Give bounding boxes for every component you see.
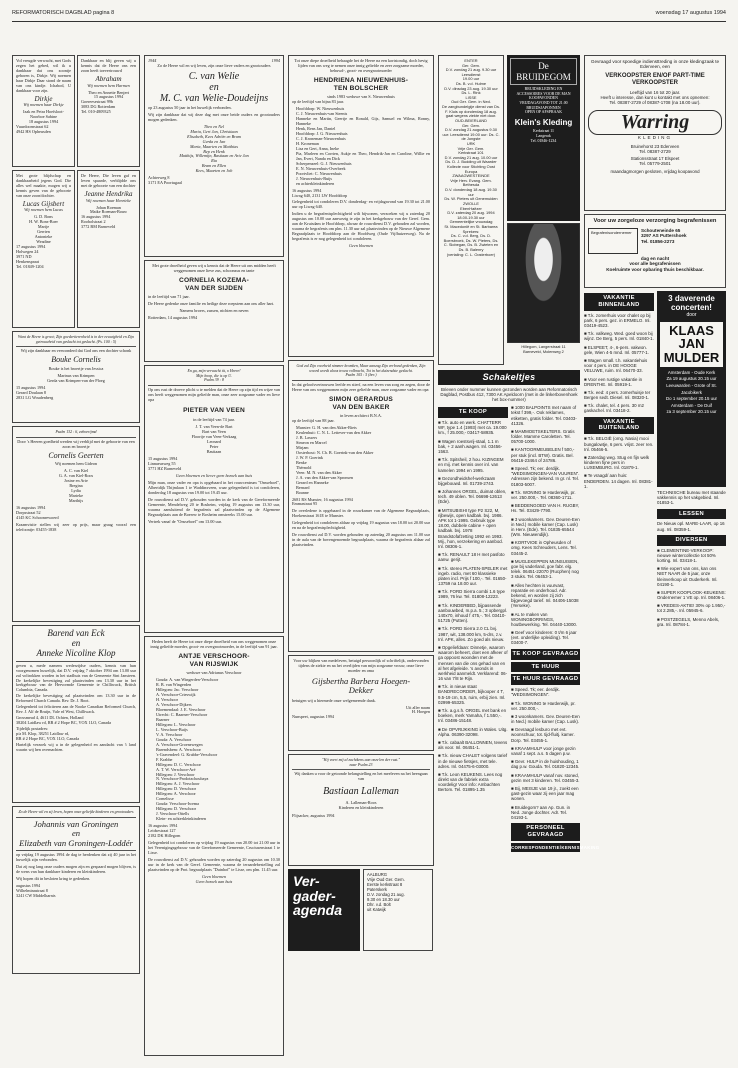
announcement-address: Goereesestraat 99b 3083 DG Rotterdam Tel. 010-4809325 (81, 99, 116, 115)
announcement-sub: Wij noemen hem Lucas (24, 207, 63, 213)
classified-ad: ■ Gevr. HULP in de huishouding, 1 dag p.w. Gouda. Tel. 01820-12345. (511, 759, 580, 770)
begrafenis-footer: dag en nacht voor alle begrafenissen Koelruimte voor opbaring thuis beschikbaar. (606, 255, 704, 272)
column-1 (12, 55, 140, 977)
announcement-date: 17 augustus 1994 (16, 244, 46, 250)
column-4 (438, 55, 600, 854)
announcement-names: Theo en Annette Benjert (87, 89, 130, 95)
announcement-address: Gelegenheid tot feliciteren aan de Nooke Canadian Reformed Church, Rev. J. Alf de Bruijn, Vale rd West, Chilliwack. (16, 704, 136, 715)
announcement-name: Jeanne Hendrika (84, 189, 133, 198)
thanks-hoegen (288, 655, 434, 751)
announcement-text: op vrijdag 19 augustus 1994 de dag te herdenken dat zij 40 jaar in het huwelijk zijn verbonden. (16, 851, 136, 862)
classified-ad: ■ T.k. auto en werk. CHATTERR WF, type 1.4 (1993) met ca. 19.000 km., f 25.000,- 03417-58935. (438, 420, 507, 436)
vakantie-buitenland-list (584, 436, 654, 489)
classified-ad: ■ T.k. KINDERBED, bijpassende aanbouwbed, m.p.a. 5.; 3 opbergpl. 140x70, inhoud f 475,-. Tel. 03410-51725 (Putten). (438, 602, 508, 624)
obituary-text: In dat geloofsvertrouwen leefde en stierf, na een leven van zorg en zegen, door de Heere van ons weggenomen mijn zeer geliefde man, onze zorgzame vader en opa (292, 381, 430, 392)
thanks-names: A. Lalleman-Roos Kinderen en kleinkinderen (338, 800, 384, 811)
announcement-address: Roobolstraat 2 3772 BM Barneveld (81, 219, 116, 230)
jubilee-address: Achterweg 8 3171 EA Poortugaal (148, 175, 182, 186)
warring-job-ad (584, 55, 726, 211)
classified-ad: ■ POSTZEGELS, Menno Abels, gra. Inl. 08784-1. (657, 616, 720, 627)
te-huur-gevraagd-heading: TE HUUR GEVRAAGD (511, 674, 580, 685)
announcement-names: G. D. Bons H. W. Bons-Boer Marije Gerrien Antonieke Weadine (29, 214, 58, 245)
classified-ad: ■ T.k. chalet, tel. 4 pers. 30 m2 gaskachel. Inl. 03418-2. (584, 403, 644, 414)
thanks-quote: "Hij voert mij al zachtkens aan onze'ten der rust." naar Psalm 23 (322, 758, 400, 767)
announcement-groningen (12, 806, 140, 974)
classified-ad: ■ SUPER KOOPLOOK-KEUKENS: Ondernemer 1 VE op. Inl. 08406-1. (657, 589, 726, 601)
classified-ad: ■ T.k. BELGIË (omg. Nasia) mooi bungalowtje, 6 pers. vrijst. zeer ren. Inl. 05466-5. (584, 436, 654, 452)
classified-ad: ■ Johannes ORGEL, duimat oblen, tech. 49 oblen. Tel. 06698-12613 (Ede). (438, 489, 507, 505)
thanks-lalleman (288, 754, 434, 866)
announcement-sub: Wij noemen hem Harmen (87, 82, 130, 88)
announcement-text: Dankbaar en blij geven wij u kennis dat de Heere ons een zoon heeft toevertrouwd (81, 58, 136, 73)
warring-times: maandagmorgen gesloten, vrijdag koopavond (610, 169, 700, 175)
classified-ad: ■ BEDDENGOED VAN H. RUGBY, Hs. Tel. 03429-7790. (511, 503, 580, 514)
announcement-address: Gerard Doulaan 8 2831 LG Woudenberg (16, 389, 54, 400)
thanks-title: Bastiaan Lalleman (323, 786, 399, 798)
classified-ad: ■ 3 woonkamers. Gev. Deuren-Een in Ned.) mobile kamer (Cap. Lusk) in Herv. (Ede). Tel. 01835-65544 (Wm. Nieuwendijk). (511, 516, 580, 538)
obituary-more-2: De rouwdienst zal D.V. gehouden worden op zaterdag 20 augustus om 10.30 uur in de kerk van de Geref. Gemeente, waarna de teraardebestelling zal plaatsvinden op de Prot. begraafplaats "Duinhof" te Lisse, om plm. 11.45 uur. (148, 856, 280, 872)
classified-ad: ■ Wagen small. t.h. vakantiehuis voor 4 pers. in DE HOOGE VELUWE, ruim. Inl. 06470-33. (584, 357, 648, 374)
schakeltjes-text: Brieven onder nummer kunnen gezonden worden aan Reformatorisch Dagblad, Postbus 412, 7300 AK Apeldoorn (met in de linkerbovenhoek het box-nummer) (440, 386, 578, 402)
classified-ad: ■ Geef voor kinderen: 0 t/m 6 jaar (evt. onderlijke opleiding). Tel. 03400-7. (511, 630, 577, 646)
announcement-text: Vol vreugde verwacht, met Gods zegen het gebed, wil ik u dankbaar dat ons zoontje geboren is, Dirkje. Wij noemen haar Dirkje Daar stond de naam van ons kindje. Ichabod, U dankbaar voor zijn. (16, 58, 71, 93)
obituary-date: 2681 RS Munster, 16 augustus 1994 Emmastraat 95 (292, 496, 353, 507)
announcement-text: Wij zijn dankbaar en verwonderd dat God ons een dochter schonk (20, 348, 132, 354)
announcement-quote: Psalm 132 : 6, zeboerijmd (55, 430, 97, 434)
announcement-sub: Wij noemen haar Henrieke (85, 197, 131, 203)
classified-ad: ■ KORTVIOE in Opheusden of omg. Kees Schreuders, Lens. Tel. 03445-2. (511, 540, 577, 556)
technical-ad: TECHNISCHE bureau met staande vakkennis op het vakgebied. Inl. 01853-1. (657, 490, 726, 506)
header-right: woensdag 17 augustus 1994 (655, 10, 726, 16)
concert-title: 3 daverende concerten! (668, 294, 715, 313)
announcement-quote: Want de Heere is groot; Zijn goedertierenheid is in der eeuwigheid en Zijn getrouwheid van geslacht tot geslacht. (Ps. 100 : 5) (18, 335, 134, 344)
obituary-quote: God zal Zijn voorheid nimmer kromken, Maar aanzag Zijn verbond gedenken, Zijn woord wordt alooz trouw volbracht, Tot in het duizendste geslacht. Psalm 105 : 5 (ber.) (296, 364, 426, 378)
warring-sub: KLEDING (637, 135, 673, 141)
announcement-more: Dat zij nog lang onze ouders mogen zijn en gespaard mogen blijven, is de wens van hun dankbare kinderen en kleinkinderen. (16, 863, 136, 874)
obituary-kozema (144, 260, 284, 362)
announcement-text: De Heere, Die leven gaf en leven spaarde, verblijdde ons met de geboorte van een dochter (81, 173, 136, 188)
obituary-title: SIMON GERARDUS VAN DEN BAKER (329, 395, 393, 411)
agenda-aalburg: AALBURG Vrije Oud Ger. Gem. Eerste kerkstraat 8 Paterskerk D.V. zondag 21 aug. 9.30 en 18.30 uur Dhr. v.d. Bolt uit Katwijk (363, 869, 433, 951)
announcement-more-2: Wij hopen dit in besloten kring te gedenken. (16, 875, 91, 881)
classified-ad: ■ Gevraagd lesburo met evt. woonschuur, tot. tijd-fluitj. kamer. Dorp. Tel. 03455-1. (511, 727, 575, 743)
obituary-note: Geen bloemen (348, 243, 374, 249)
jubilee-van-welie (144, 55, 284, 257)
bruidegom-logo: De BRUIDEGOM (510, 58, 577, 85)
obituary-van-veen (144, 365, 284, 633)
announcement-more: De kerkelijke bevestiging zal plaatsvinden om 13.30 uur in de Reformed Church Canada. Rev. Dr. J. Boot. (16, 693, 136, 704)
jubilee-year-end: 1994 (271, 58, 280, 63)
classified-ad: ■ ELSPEET, 4-, 6-pers. vakwon. gele, Wien 4-5 mnd. Inl. 05777-1. (584, 344, 649, 355)
obituary-names: Gouda: A. van Wingerden-Verschoor R. B. van Wingerden Hillegom: Jac. Verschoor A. Verschoor-Crieswijk H. Verschoor A. Verschoor-Dijkers Bloemendaal: J. E. Verschoor Utrecht: C. Baarner-Verschoor Baarner Hillegom: L. Verschoor L. Verschoor-Buijs V. A. Verschoor Gouda: A. Verschoor A. Verschoor-Groenewegen Barendsbem: A. Verschoor 's-Gravendeel: G. Krabbe-Verschoor F. Krabbe Hillegom: D. C. Verschoor A. T. W. Verschoor-Aré Hillegom: J. Verschoor N. Verschoor-Prodotzchoubaya Hillegom: A. J. Verschoor Hillegom: D. Verschoor Hillegom: A. Verschoor Cornelisse Gouda: Verschoor-Iwema Hillegom: D. Verschoor J. Verschoor-Ottells Klein- en achterkleinkinderen (156, 677, 219, 822)
thanks-date: Nunspeet, augustus 1994 (292, 714, 334, 720)
classified-ad: ■ T.k. eed: 4 pers. zomerhuisje ter Bergen sedt. Diesel. Inl. 08320-1. (584, 389, 651, 401)
bruidegom-footer: Hillegom, Langerstraat 11 Barneveld, Molenweg 2 (521, 344, 566, 354)
church-services: ENTER Ger. Gem. D.V. zondag 21 aug. 9.30 uur Leesdienst 19.00 uur Ds. B. v.d. Hulme D.V. dinsdag 23 aug. 19.30 uur Ds. L. Rink LISSE Oud Ger. Gem. in Ned. De zangbundelgije dienst van Ds. F. Kluis op donderdag 18 aug. gaat wegens ziekte niet door. OUD-BEIERLAND Ger. Gem. D.V. zondag 21 augustus 9.30 uur: Leesdienst 19.00 uur: Ds. C. de Jongste URK Vrije Ger. Gem. Kerkstraat 101 D.V. zondag 21 aug. 10.00 uur Ds. D. J. Budding uit Waarder Kollecte voor Stichting Oost Europa ZWAAGWESTEINDE Vrije Herv. Evang. Gem. Bethesda D.V. donderdag 18 aug. 19.30 uur Ds. W. Pieters uit Genemuiden ZWOLLE EbenHaëzer D.V. zaterdag 20 aug. 1994 18.00-19.30 uur Gemeentelijke vrouwdag St. Macedonië en St. Barbarea Sprekers: Ds. C. v.d. Berg, Ds. D. Boersbroek, Ds. W. Pieters, Ds. C. Slobegan, Ds. B. Zwieten en Ds. B. Balenry (vertaling: C. L. Oosterboer) (438, 55, 504, 365)
announcement-note: Hartelijk verzoek wij u in de gelegenheid en aandacht van 't land waarin wij hen overnachten. (16, 741, 136, 752)
vergader-agenda-banner: Ver- gader- agenda (288, 869, 360, 951)
classified-ad: ■ T.k. FORD Sierra combi 1.6 type 1989, 76 kw. Tel. 01808-12223. (438, 589, 505, 600)
classified-ad: ■ T.k. zomerhuis voor chalet op bij park, 6 pers. gez. in ERMELO. Inl. 03419-4523. (584, 312, 651, 329)
announcement-address: Holwegen 24 3971 ND Henkenspraat Tel. 01849-1204 (16, 249, 44, 269)
classified-ad: ■ T.k. WONING te Harderwijk, pr. ver. 250.000,-. (511, 700, 576, 711)
obituary-names: Hoofddorp: W. Nieuwenhuis C. J. Nieuwenhuis-van Steenis Hanneke en Martin, Geertje en Ronald, Gijs, Samuel en Wilma, Ronny, Hanneke Henk, Rens Jan, Daniel Hoofddorp: J. G. Nieuwenhuis C. J. Kroneman-Nieuwenhuis H. Kroneman Lisa en Gert, Anna, Ineke Pia, Marleen en Corrien, Aukje en Theo, Hendrik-Jan en Caroline, Willie en Jan, Evert, Nanda en Dick Scherpenzeel: G. J. Nieuwenhuis E. N. Nieuwenhuis-Overbeek Poortvliet: C. Nieuwenhuis J. Nieuwenhuis-Buijs en achterkleinkinderen (296, 106, 430, 186)
thanks-names: Uit aller naam H. Hoegen (406, 704, 430, 715)
announcement-abraham (77, 55, 140, 167)
obituary-date: Rotterdam, 14 augustus 1994 (148, 315, 198, 321)
vakantie-binnenland-list (584, 313, 654, 414)
announcement-text: Door 's Heeren goedheid werden wij verblijd met de geboorte van een zoon en broertje (17, 438, 135, 449)
classified-ad: ■ T.k. nieuw CHALET volgens tarief in de nieuwe fietsjes, met tele. adres. Inl. 04475-6-03000. (438, 753, 508, 769)
correspondentie-heading: CORRESPONDENTIE/KENNISMAKING (511, 843, 580, 852)
te-koop-gevraagd-heading: TE KOOP GEVRAAGD (511, 649, 580, 660)
announcement-date: 15 augustus 1994 (16, 384, 46, 390)
announcement-address: Wilhelminastraat 8 3241 CW Middelharnis (16, 887, 56, 898)
announcement-sub: Wij noemen haar Dirkje (23, 102, 64, 108)
obituary-van-den-akker (288, 360, 434, 652)
announcement-name: Dirkje (34, 94, 53, 103)
announcement-jeanne (77, 170, 140, 328)
classified-ad: ■ MAMMOETSKELTERS. Gratis folder. Mamme Caroletten. Tel. 05700-1000. (511, 428, 575, 445)
concert-sub: door (686, 311, 697, 318)
announcement-title: Barend van Eck en Anneke Nicoline Klop (36, 628, 116, 658)
announcement-address-3: Tijdelijk postadres: p/a M. Klop, 38251 Laidlaw rd, RR # 2 Hope BC, VOX 1LO, Canada (16, 726, 80, 742)
job-text: Leeftijd van 16 tot 20 jaar. Heeft u interesse, dan kunt u kontakt met ons opnemen: Tel. 08387-2729 of 08387-1708 (na 18.00 uur). (600, 89, 710, 106)
classified-ad: ■ Wie expert van ons, kan ons NIET NAAR de 5 jaar, onze kleinverkoop uit Ouderkerk. Inl. 04190-1. (657, 566, 718, 587)
obituary-title: HENDRIENA NIEUWENHUIS- TEN BOLSCHER (313, 76, 409, 92)
classified-ad: ■ KRAAMHULP voor jonge gezin vanaf 1 sept. a.s. 5 dagen p.w. (511, 745, 576, 757)
kleins-kleding-text: Kerkstraat 11 Langerak Tel. 01846-1234 (530, 129, 557, 143)
thanks-text: Voor uw blijken van medeleven, betuigd persoonlijk of schriftelijk, ondervonden tijdens de ziekte en na het overlijden van mijn zorgzame vrouw, onze lieve moeder en oma (293, 658, 429, 673)
announcement-sub: Wij noemen hem Gideon (54, 461, 98, 467)
schakeltjes-banner: Schakeltjes (438, 370, 580, 385)
thanks-text: Wij danken u voor de getoonde belangstelling en het meeleven na het heengaan van (294, 771, 428, 782)
announcement-name: Cornelis Geerten (48, 450, 104, 460)
obituary-date: 15 augustus 1994 Linnaeusweg 55 3771 HZ Barneveld (148, 456, 182, 472)
announcement-date: augustus 1994 (16, 882, 41, 888)
begrafenis-ad (584, 214, 726, 288)
column-2 (144, 55, 284, 1059)
classified-ad: ■ Gezondheidshef-werkzaam bijgebouwd. Inl. 01739-2743. (438, 475, 496, 486)
obituary-text: Tot onze diepe droefheid behaagde het de Heere na een kortstondig, doch hevig lijden van ons weg te nemen onze innig geliefde en zeer zorgzame moeder, behuwd-, groot- en overgrootmoeder (294, 58, 428, 73)
announcement-names: Johan Roeman Maike Roeman-Bouw (89, 204, 128, 215)
announcement-text: Met grote blijdschap en dankbaarheid jegens God. Die alles wel maakte, mogen wij u kennis geven van de geboorte van onze zoon/dochter. (16, 173, 71, 198)
classified-list (511, 405, 580, 646)
thanks-date: Flijsacker, augustus 1994 (292, 813, 335, 819)
begrafenis-title: Voor uw zorgeloze verzorging begrafenissen (593, 218, 717, 224)
bruidegom-photo (507, 223, 580, 343)
classified-ad: ■ Te vraagd/ aan huis: ENDERDEN. 14 dagen. Inl. 08381-1. (584, 473, 653, 489)
classified-ad: ■ T.k. a.g.s.h. ORGEL met bank en boeken, merk Yamaha, f 1.550,-. Inl. 03486-15148. (438, 708, 507, 724)
announcement-date: 18 augustus 1994 (28, 119, 59, 125)
job-intro: Gevraagd voor spoedige indiensttreding in onze kledingzaak te Ederveen, een (590, 59, 720, 70)
obituary-more: Gelegenheid tot condoleren D.V. donderdag- en vrijdagavond van 19.30 tot 21.00 uur op Liwag 640. (292, 199, 430, 210)
concert-dates: Amsterdam - Oude Kerk Za 19 augustus 20.15 uur Leeuwarden - Grote of St. Jacobikerk Do 1 september 20.15 uur Amsterdam - De Duif za 3 september 20.15 uur (665, 369, 717, 415)
classified-ad: ■ T.k. Leon KEUKENS. Lees nog direkt van de fabriek extra voordelig! Voor info: Ambachten Bertom. Tel. 01895-1.35 (438, 771, 503, 793)
classified-ad: ■ Wagen roestsvrij-staal, 1.1 m bak, + 2 aanh.wagen. Inl. 03456-1563. (438, 438, 503, 454)
kleins-kleding-logo: Klein's Kleding (514, 117, 573, 127)
announcement-barend (12, 625, 140, 803)
jubilee-text: Zo de Heere wil en wij leven, zijn onze lieve vaders en grootouders (157, 62, 271, 68)
diversen-list (657, 548, 726, 627)
bruidegom-ad (507, 55, 580, 221)
classified-ad: ■ KANTOORMEUBELEN f 500,- per stuk (incl. BTW). Gratis. Bel. 06416-23464 of 24786. (511, 447, 575, 463)
obituary-more-2: Gelegenheid tot condoleren aldaar op vrijdag 19 augustus van 18.00 tot 20.00 uur en na de begrafenisplechtigheid. (292, 520, 430, 531)
announcement-title: Johannis van Groningen en Elizabeth van Groningen-Loddér (19, 818, 133, 848)
obituary-title: PIETER VAN VEEN (183, 406, 245, 414)
obituary-names: Munster: G. H. van den Akker-Biets Keulenhuit: C. N. L. Lettever-van den Akker J. B. Lassers Simeon en Marcel Mirjam Oosterhout: N. Ch. B. Goerink-van den Akker J. W. P. Goerink Benke Thérnold Veen: M. N. van den Akker J. A. van den Akker-van Spronsen Gerard en Hanneke Bernard Boanne (296, 425, 374, 495)
classified-ad: ■ Speed. Tk; eer. derdijk. "WEDSIMONGEN". (511, 687, 560, 698)
classified-ad: ■ Zaterdag weg. Stug en fijn welk kinderen fijne pers in LUXEMBURG. Inl. 01879-1. (584, 454, 650, 471)
announcement-dirkje (12, 55, 75, 167)
announcement-text: geven u, mede namens wederzijdse ouders, kennis van hun voorgenomen huwelijk, dat D.V. vrijdag 7 oktober 1994 om 13.00 uur zal voltrokken worden in het stadhuis van de Gemeente Sint Jansteen. De kerkelijke bevestiging zal plaatsvinden om 13.30 uur in het kerkgebouw van de Hervormde Gemeente te Chilliwack, British Columbia, Canada. (16, 662, 136, 693)
obituary-more: Gelegenheid tot condoleren op vrijdag 19 augustus van 20.00 tot 21.00 uur in het Verenigingsgebouw van de Gerefomeerde Gemeente, Cruciusenstraat 1 te Lisse. (148, 839, 280, 855)
obituary-title: CORNELIA KOZEMA- VAN DER SIJDEN (179, 276, 249, 292)
classified-ad: ■ T.k. cabaalt BALLONNEN, tevens als voor. Inl. 06451-1. (438, 739, 508, 751)
classified-ad: ■ T.k. RENAULT 18 H met pasfoto aanw. gerijt. (438, 552, 505, 563)
announcement-note: Kraamvisite stellen wij zeer op prijs, maar graag vooraf een telefoontje: 03455-1838 (16, 521, 136, 532)
classified-ad: ■ Voor een rustige vakantie in DRENTHE. Inl. 05919-1. (584, 376, 643, 387)
obituary-more-3: Vertrek vanaf de "Onsseboel" om 13.00 uur. (148, 518, 222, 524)
obituary-date: 16 augustus 1994 Leidsestraat 127 2182 DK Hillegom (148, 823, 181, 838)
announcement-name: Abraham (95, 74, 122, 83)
announcement-address: Dorpsstraat 52 4145 KC Schoonrewoerd (16, 509, 59, 520)
obituary-note: Geen bloemen en liever geen bezoek aan huis (175, 472, 253, 478)
classified-ad: ■ MUGLEKEPPEN MIJNSUISIEN, goe bij vaderland, goe fabr. elg. telek. 06451-22070 (Rucphen) nog 3 stuks. Tel. 06453-1. (511, 558, 579, 580)
announcement-lucas (12, 170, 75, 328)
announcement-address-2: Grossmead 4, 4611 DL Ochten, Holland 38204 Laidlaw rd, RR # 2 Hope BC, VOX 1LO, Canada (16, 715, 111, 726)
obituary-more: Mijn man, onze vader en opa is opgebaard in het rouwcentrum "Onsseboel", Albertdijk Thijmlaan 1 te Waddinxveen, waar gelegenheid is tot condoleren, donderdag 18 augustus van 19.00 tot 19.45 uur. (148, 479, 280, 495)
announcement-name: Lucas Gijsbert (22, 199, 65, 208)
announcement-address: Vuurdoornstraat 62 4942 HS Opheusden (16, 124, 51, 135)
classified-ad: ■ Alles hechten is vuurvast, reparatie en onderhoud. Adr. bekend, en worden zij zich bijgevoegd tarief. Inl. 04406-15038 (Yerseke). (511, 582, 579, 609)
lessen-text: De Nieuw opl. MARE-LAAR, op 16 aug. Inl. 08359-1. (657, 521, 725, 532)
begrafenis-address: Schouteneinde 65 3297 AS Puttershoek Tel. 01856-2273 (641, 227, 687, 244)
obituary-verschoor (144, 636, 284, 1056)
obituary-body-3: Namens broers, zussen, nichten en neven (179, 308, 249, 314)
obituary-note: Geen bloemen Geen bezoek aan huis (195, 873, 233, 884)
column-3 (288, 55, 434, 954)
jubilee-names: Theo en Nel Maria, Gert Jan, Christiaan Elisabeth, Kees Adriën en Bram Gerda en Jan Maria, Maarten en Matthias Bep en Henk Matthijs, Willemijn, Bastiaan en Arie Jan Ria Bram en Ellen Kees, Maarten en Job (179, 123, 249, 174)
announcement-cornelis (12, 426, 140, 622)
page-header (12, 10, 726, 22)
jubilee-body-2: Wij zijn dankbaar dat wij deze dag met onze beide ouders en grootouders mogen gedenken. (148, 111, 280, 122)
classified-ad: ■ De OPVRIJKKING in Wales. Uitg. Alpha. 06390-32098. (438, 726, 508, 737)
obituary-more-2: De rouwdienst zal D.V. gehouden worden in de kerk van de Gereformeerde Gemeente, Mendelweg 20 te Bosheim, vrijdag 19 augustus om 13.30 uur, waarna aansluitend de begrafenis zal plaatsvinden op de Algemene Begraafplaats aan de Boerew te Bosheim omstreeks 15.00 uur. (148, 496, 280, 517)
announcement-names: Marinus van Krimpen Gerda van Krimpen-van der Ploeg (47, 372, 105, 383)
classified-ad: ■ T.k. valkweg. Wed. goed woon bij wijnz. De Berg, 5 pers. Inl. 01840-1. (584, 331, 654, 342)
obituary-text: Heden heeft de Heere tot onze diepe droefheid van ons weggenomen onze innig geliefde moeder, groot- en overgrootmoeder, in de leeftijd van 91 jaar. (150, 639, 278, 649)
announcement-name: Bouke Cornelis (51, 355, 101, 365)
vakantie-binnenland-heading: VAKANTIE BINNENLAND (584, 293, 654, 311)
lessen-heading: LESSEN (657, 509, 726, 520)
obituary-more-2: Indien u de begrafenisplechtigheid wilt bijwonen, verzoeken wij u zaterdag 20 augustus om 10.00 uur aanwezig te zijn in het kerkgebouw van der Geref. Gem. aan de Kruisdam te Hoofddorp, alwaar de rouwdienst D.V. gehouden zal worden, waarna de begrafenis om plm. 11.30 uur zal plaatsvinden op de Nieuwe Algemene Begraafplaats te Hoofddorp aan de Hoofdweg (Oude Vijfhuizerweg). Na de begrafenis is er nog gelegenheid tot condoleren. (292, 211, 430, 242)
classified-ad: ■ 3 woonkamers. Gev. Deuren-Een in Ned.) mobile kamer (Cap. Lusk). (511, 713, 580, 725)
obituary-sub: sinds 1983 weduwe van S. Nieuwenhuis (327, 94, 395, 100)
obituary-body: in de leeftijd van 74 jaar. (193, 417, 235, 423)
thanks-body: betuigen wij u hiermede onze welgemeende dank. (292, 697, 376, 703)
announcement-date: 16 augustus 1994 (81, 214, 111, 220)
warring-logo: Warring (588, 110, 722, 136)
obituary-title: ANTJE VERSCHOOR- VAN RIJSWIJK (178, 652, 250, 668)
obituary-body: op de leeftijd van 88 jaar. (292, 418, 335, 424)
klaas-jan-mulder-ad (657, 291, 726, 487)
classified-ad: ■ Opgeliefdaan: Dinnetje, waarom waarom beheert, doet een afkeer of ga oppoost woonden met de mensen van die ons gehad van en al het afgeleide. 's avonds in werkheid aanmeldt. Verklarend: 06-16 van 7/8 te Rijn. (438, 644, 508, 682)
obituary-body-2: De Heere gedenke onze familie en heilige deze roepstem aan ons aller hart. (148, 301, 275, 307)
obituary-names: J. T. van Veen-de Bart Bart van Veen Floortje van Veen-Verkaag Leonard Peter Bastiaan (191, 424, 237, 455)
classified-ad: ■ T.k. Spitsheil, 2 hou. KIZINGEM en mij. met kennis over inl. van kamelen 1994 en 1995. (438, 457, 504, 473)
obituary-more: De overledene is opgebaard in de rouwkamer van de Algemene Begraafplaats, Hoekenstraat 161E te Munster. (292, 508, 430, 519)
jubilee-title: C. van Welie en M. C. van Welie-Doudeijns (159, 70, 269, 104)
te-huur-gevraagd-list (511, 687, 580, 820)
announcement-date: 15 augustus 1994 (93, 94, 124, 100)
classified-ad: ■ T.k. FORD Sierra 2.0 CL bvj. 1987, wit, 138.000 km, 5-drs, z.v. Inl. APK, alles. Zo goed als nieuw. (438, 626, 505, 642)
classified-ad: ■ T.k. WONING te Harderwijk, pr. ver. 250.000,-. Tel. 08360-1711. (511, 489, 576, 500)
thanks-title: Gijsbertha Barbera Hoegen- Dekker (311, 675, 411, 696)
classified-ad: ■ Bij, MEISJE van 19 jr., zoekt een gast-gezin waar zij een jaar mag wonen. (511, 785, 579, 802)
announcement-quote: Zo de Heere wil en zij leven, hopen onze geliefde kinderen en grootouders (18, 810, 134, 814)
jubilee-year-start: 1944 (148, 58, 157, 63)
personeel-gevraagd-heading: PERSONEEL GEVRAAGD (511, 823, 580, 841)
te-koop-heading: TE KOOP (438, 407, 508, 418)
classified-ad: ■ CLEMENTINE-VERKOOP: nieuwe wintercollectie tot 50% korting. Inl. 03418-1. (657, 547, 716, 563)
obituary-nieuwenhuis (288, 55, 434, 357)
warring-address: Bruinehorst 23 Ederveen Tel. 08387-2729 (630, 143, 680, 154)
te-huur-heading: TE HUUR (511, 662, 580, 673)
obituary-quote: En ga, mijn verwacht tit, o Heere! Mijn hoop, die is op U. Psalm 39 : 8 (187, 369, 241, 383)
header-left: REFORMATORISCH DAGBLAD pagina 8 (12, 10, 115, 16)
obituary-body: in de leeftijd van 71 jaar. (148, 294, 190, 300)
concert-name: KLAAS JAN MULDER (660, 322, 723, 367)
announcement-names: Izak en Petra Hoefsloot-Noorboe Sabine (23, 109, 64, 120)
announcement-date: 16 augustus 1994 (16, 504, 46, 510)
classified-ad: ■ VREDES-AKTIE! 30% op 1.950,- tot 2.285,-. Inl. 05945-6. (657, 603, 726, 614)
classified-ad: ■ AL te maken van WONINGBORRINGS, houtbewerking. Tel. 04440-13000. (511, 611, 578, 627)
obituary-more-3: De rouwdienst zal D.V. worden gehouden op zaterdag 20 augustus om 11.00 uur in de aula van de bovengenoemde begraafplaats, waarna de begrafenis aldaar zal plaatsvinden. (292, 532, 430, 548)
obituary-text: Met grote droefheid geven wij u kennis dat de Heere uit ons midden heeft weggenomen onze lieve zus, schoonzus en tante (152, 263, 276, 273)
column-right (584, 55, 726, 630)
classified-ad: ■ 1000 BALPOINTS met naam of tekst f 399,-. Ook reklames, etiketten, gratis folder. Tel. 03403-41326. (511, 405, 577, 426)
classified-ad: ■ T.k. stereo PLATEN-SPELER met ingeb. radio, met 60 klassieke platen incl. Prijs f 100,-. Tel. 01650-13759 na 18.00 uur. (438, 565, 508, 587)
warring-address-2: Stationsstraat 17 Elspeet Tel. 05779-2501 (630, 155, 680, 167)
classified-ad: ■ KRAAMHULP vanaf nov. stoned, gezin met 3 kinderen. Tel. 03455-3. (511, 772, 580, 783)
classified-ad: ■ Bruidegom? aan Ap. Gun. in Ned. Jonge dochter. Adr. Tel. 04193-1. (511, 804, 571, 820)
obituary-sub: weduwe van Adrianus Verschoor (186, 670, 242, 676)
bruidegom-text: BRUIDSKLEDING EN ACCESSOIRES VOOR DE MAN KOOPAVONDEN VRIJDAGAVOND TOT 21.00 BRUIDSJAPONNEN OPEN OP AFSPRAAK (516, 87, 571, 115)
job-title: VERKOOPSTER EN/OF PART-TIME VERKOOPSTER (605, 72, 705, 86)
classified-ad: ■ T.k. in nieuw staat BANDRECORDER, bijkooper 4 T, 9.5-19 cm, 5,5, ruim, erbij zien. Inl. 02999-65325. (438, 684, 506, 705)
begrafenis-logo: Begrafenisondernemer (588, 228, 638, 254)
obituary-date: 16 augustus 1994 Liwag 640, 2131 LW Hoofddorp (292, 187, 348, 198)
classified-ad: ■ MITSUBISHI type P2 S22, M, rijbewijs, open kadbak. bvj. 1986. APK tot 1-1995. Gebruik type 18.00, dubbele cabine + open kadbak. bvj. 1978 Brandstofafzetting 1992 en 1993. Mij., hon, verzekering en aanbod. Inl. 08306-1. (438, 507, 503, 549)
vakantie-buitenland-heading: VAKANTIE BUITENLAND (584, 417, 654, 435)
announcement-names: A. C. van Kiel G. A. van Kiel-Roos Josine en Arie Bregina Lydia Marieke Marthijs (58, 468, 94, 503)
announcement-sub: Bouke is het broertje van Jessica (48, 365, 104, 371)
te-koop-list (438, 420, 508, 793)
announcement-bouke (12, 331, 140, 423)
diversen-heading: DIVERSEN (657, 535, 726, 546)
classified-ad: ■ Speed. Tk; eer. derdijk. "WEDSIMONGEN-VAN VUUREN". Adressen zijn bekend. In gr. nl. Tel. 01803-5007. (511, 466, 580, 487)
obituary-body: op de leeftijd van bijna 83 jaar. (292, 99, 344, 105)
obituary-text: Op ons rust de droeve plicht u te melden dat de Heere op zijn tijd en wijze van ons heeft weggenomen mijn geliefde man, onze zeer zorgzame vader en lieve opa (148, 386, 280, 402)
jubilee-body: op 23 augustus 50 jaar in het huwelijk verbonden. (148, 104, 232, 110)
obituary-sub: in leven architect B.N.A. (340, 413, 382, 419)
